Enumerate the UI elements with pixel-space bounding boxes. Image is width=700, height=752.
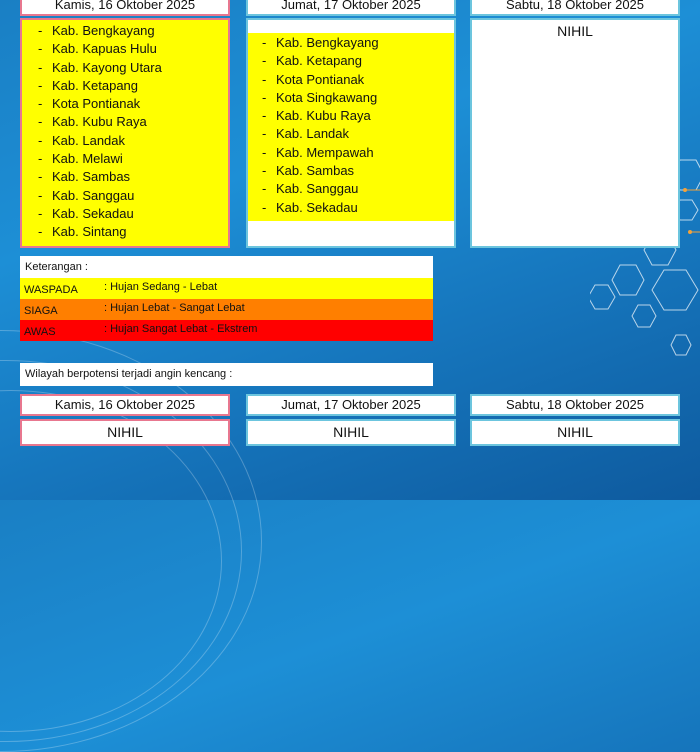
rain-date-label: Jumat, 17 Oktober 2025: [281, 0, 421, 12]
legend-row-siaga: [20, 299, 433, 320]
list-item: - Kab. Ketapang: [262, 52, 454, 70]
rain-regions-box: [20, 18, 230, 248]
wind-value-box: [470, 419, 680, 446]
list-item: - Kab. Kubu Raya: [38, 113, 228, 131]
wind-date-header: [246, 394, 456, 416]
wind-title: [20, 363, 433, 386]
list-item: - Kab. Sekadau: [262, 199, 454, 217]
rain-date-header: [246, 0, 456, 16]
rain-date-label: Sabtu, 18 Oktober 2025: [505, 0, 645, 12]
legend-desc: : Hujan Sangat Lebat - Ekstrem: [104, 323, 258, 335]
legend-title: [20, 256, 433, 278]
legend-level: SIAGA: [24, 305, 58, 317]
wind-date-label: Jumat, 17 Oktober 2025: [281, 397, 421, 412]
wind-value-box: [246, 419, 456, 446]
list-item: - Kab. Sanggau: [262, 180, 454, 198]
nihil-text: NIHIL: [557, 424, 593, 440]
legend-row-waspada: [20, 278, 433, 299]
waspada-region-list: [248, 33, 454, 221]
list-item: - Kab. Sintang: [38, 223, 228, 241]
rain-date-header: [20, 0, 230, 16]
nihil-text: NIHIL: [557, 23, 593, 39]
rain-date-header: [470, 0, 680, 16]
list-item: - Kab. Kayong Utara: [38, 59, 228, 77]
waspada-region-list: [22, 20, 228, 246]
legend-desc: : Hujan Lebat - Sangat Lebat: [104, 302, 245, 314]
list-item: - Kab. Bengkayang: [262, 34, 454, 52]
wind-date-header: [470, 394, 680, 416]
wind-value-box: [20, 419, 230, 446]
nihil-text: NIHIL: [107, 424, 143, 440]
list-item: - Kab. Ketapang: [38, 77, 228, 95]
wind-date-header: [20, 394, 230, 416]
list-item: - Kota Pontianak: [38, 95, 228, 113]
wind-title-text: Wilayah berpotensi terjadi angin kencang :: [25, 368, 233, 380]
list-item: - Kab. Sambas: [38, 168, 228, 186]
wind-date-label: Kamis, 16 Oktober 2025: [54, 397, 196, 412]
list-item: - Kota Pontianak: [262, 71, 454, 89]
rain-regions-box: [470, 18, 680, 248]
legend-title-text: Keterangan :: [25, 261, 88, 273]
list-item: - Kab. Landak: [38, 132, 228, 150]
rain-regions-box: [246, 18, 456, 248]
legend-level: WASPADA: [24, 284, 78, 296]
list-item: - Kab. Mempawah: [262, 144, 454, 162]
wind-date-label: Sabtu, 18 Oktober 2025: [505, 397, 645, 412]
nihil-text: NIHIL: [333, 424, 369, 440]
legend-level: AWAS: [24, 326, 56, 338]
list-item: - Kab. Kubu Raya: [262, 107, 454, 125]
rain-date-label: Kamis, 16 Oktober 2025: [54, 0, 196, 12]
legend-desc: : Hujan Sedang - Lebat: [104, 281, 218, 293]
list-item: - Kab. Bengkayang: [38, 22, 228, 40]
list-item: - Kab. Sambas: [262, 162, 454, 180]
list-item: - Kab. Sekadau: [38, 205, 228, 223]
list-item: - Kab. Sanggau: [38, 187, 228, 205]
legend-row-awas: [20, 320, 433, 341]
list-item: - Kab. Melawi: [38, 150, 228, 168]
list-item: - Kota Singkawang: [262, 89, 454, 107]
list-item: - Kab. Kapuas Hulu: [38, 40, 228, 58]
list-item: - Kab. Landak: [262, 125, 454, 143]
